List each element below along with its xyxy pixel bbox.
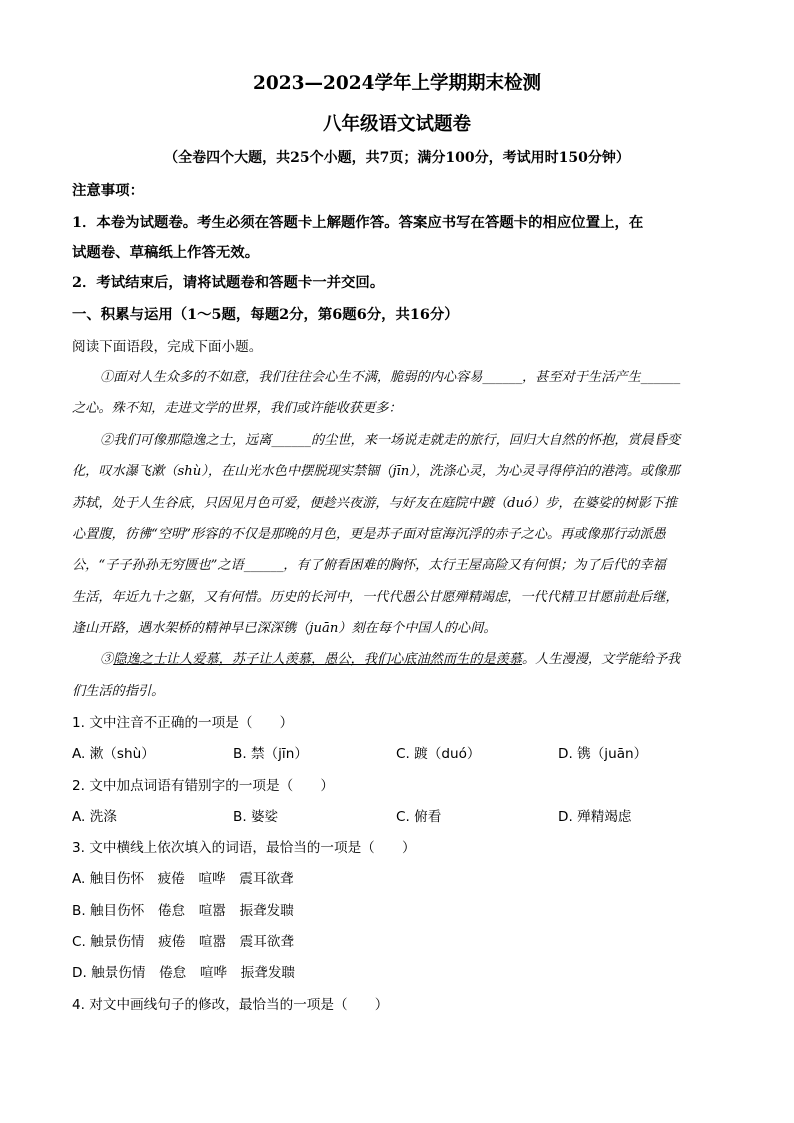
passage-p3-line1 (100, 650, 680, 670)
section-1-heading: 一、积累与运用（1～5题，每题2分，第6题6分，共16分） (72, 306, 459, 323)
underlined-sentence: 隐逸之士让人爱慕，苏子让人羡慕，愚公，我们心底油然而生的是羡慕 (113, 652, 522, 667)
passage-p2-line2: 化，叹水瀑飞漱（shù），在山光水色中摆脱现实禁锢（jīn），洗涤心灵，为心灵寻得停泊的港湾。或像那 (72, 464, 680, 479)
q3-option-d: D. 触景伤情 倦怠 喧哗 振聋发聩 (72, 965, 296, 981)
q2-option-a: A. 洗涤 (72, 809, 117, 825)
q2-option-c: C. 俯看 (396, 809, 442, 825)
q3-option-b: B. 触目伤怀 倦怠 喧嚣 振聋发聩 (72, 903, 294, 919)
question-3-stem: 3. 文中横线上依次填入的词语，最恰当的一项是（ ） (72, 840, 416, 856)
passage-p3-rest: 。人生漫漫，文学能给予我 (522, 652, 681, 667)
passage-p1-line2: 之心。殊不知，走进文学的世界，我们或许能收获更多： (72, 401, 402, 416)
q1-option-b: B. 禁（jīn） (233, 746, 308, 762)
passage-p2-line6: 生活，年近九十之躯，又有何惜。历史的长河中，一代代愚公甘愿殚精竭虑，一代代精卫甘愿前赴后继， (72, 590, 679, 605)
exam-title: 2023—2024学年上学期期末检测 (253, 73, 541, 94)
passage-p3-line2: 们生活的指引。 (72, 684, 165, 699)
exam-subtitle: 八年级语文试题卷 (322, 114, 471, 135)
note-item-2: 2．考试结束后，请将试题卷和答题卡一并交回。 (72, 274, 385, 291)
note-item-1-cont: 试题卷、草稿纸上作答无效。 (72, 244, 260, 261)
question-1-stem: 1. 文中注音不正确的一项是（ ） (72, 715, 294, 731)
q2-option-b: B. 婆娑 (233, 809, 279, 825)
q1-option-c: C. 踱（duó） (396, 746, 481, 762)
section-1-instruction: 阅读下面语段，完成下面小题。 (72, 339, 263, 355)
q1-option-d: D. 镌（juān） (558, 746, 648, 762)
exam-info: （全卷四个大题，共25个小题，共7页；满分100分，考试用时150分钟） (164, 150, 630, 166)
passage-p1-line1: ①面对人生众多的不如意，我们往往会心生不满，脆弱的内心容易______，甚至对于生活产生______ (100, 370, 681, 385)
q3-option-c: C. 触景伤情 疲倦 喧嚣 震耳欲聋 (72, 934, 295, 950)
q1-option-a: A. 漱（shù） (72, 746, 155, 762)
question-2-stem: 2. 文中加点词语有错别字的一项是（ ） (72, 778, 334, 794)
note-item-1: 1．本卷为试题卷。考生必须在答题卡上解题作答。答案应书写在答题卡的相应位置上，在 (72, 214, 644, 231)
passage-p2-line4: 心置腹，彷彿“空明”形容的不仅是那晚的月色，更是苏子面对宦海沉浮的赤子之心。再或像那行动派愚 (72, 527, 666, 542)
question-4-stem: 4. 对文中画线句子的修改，最恰当的一项是（ ） (72, 997, 389, 1013)
passage-p2-line1: ②我们可像那隐逸之士，远离______的尘世，来一场说走就走的旅行，回归大自然的怀抱，赏晨昏变 (100, 433, 681, 448)
passage-p2-line7: 逢山开路，遇水架桥的精神早已深深镌（juān）刻在每个中国人的心间。 (72, 621, 497, 636)
passage-p2-line5: 公，“子子孙孙无穷匮也”之语______，有了俯看困难的胸怀，太行王屋高险又有何惧；为了后代的幸福 (72, 558, 666, 573)
notes-heading: 注意事项： (72, 182, 144, 199)
q2-option-d: D. 殚精竭虑 (558, 809, 632, 825)
passage-p2-line3: 苏轼，处于人生谷底，只因见月色可爱，便趁兴夜游，与好友在庭院中踱（duó）步，在婆娑的树影下推 (72, 496, 678, 511)
q3-option-a: A. 触目伤怀 疲倦 喧哗 震耳欲聋 (72, 871, 294, 887)
passage-p3-number: ③ (100, 652, 114, 667)
